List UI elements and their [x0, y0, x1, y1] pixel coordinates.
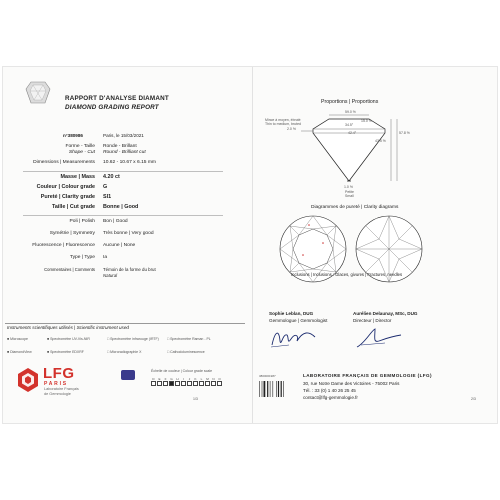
value-comments: Témoin de la forme du brut [103, 267, 156, 272]
colour-scale-cell: M [205, 377, 210, 386]
lfg-logo-name: LFG [43, 365, 75, 382]
value-colour: G [103, 184, 108, 190]
prop-girdle-note-en: Thin to medium, bruted [265, 122, 301, 126]
instrument-item: □ Spectromètre Raman - PL [167, 337, 211, 341]
colour-scale-cell: H [175, 377, 180, 386]
colour-scale-cell: E [157, 377, 162, 386]
label-mass: Masse | Mass [60, 174, 95, 180]
report-subtitle: DIAMOND GRADING REPORT [65, 104, 159, 111]
report-title: RAPPORT D'ANALYSE DIAMANT [65, 95, 169, 102]
value-type: Ia [103, 255, 108, 260]
prop-crown-height: 15.0 % [361, 119, 372, 123]
label-fluorescence: Fluorescence | Fluorescence [32, 243, 95, 248]
value-dimensions: 10.62 - 10.67 x 6.15 mm [103, 160, 157, 165]
colour-scale-cell: I [181, 377, 186, 386]
prop-pavilion-depth: 43.5 % [375, 139, 386, 143]
value-clarity: SI1 [103, 194, 112, 200]
instrument-item: ■ Spectromètre UV-Vis-NIR [47, 337, 90, 341]
page-number: 1/3 [193, 397, 198, 401]
label-type: Type | Type [69, 255, 95, 260]
clarity-title: Diagrammes de pureté | Clarity diagrams [311, 205, 399, 210]
value-symmetry: Très bonne | Very good [103, 231, 154, 236]
barcode-bar [259, 381, 260, 397]
prop-culet-note-fr: Petite [345, 190, 354, 194]
label-cut: Taille | Cut grade [51, 204, 95, 210]
barcode-bar [262, 381, 263, 397]
prop-total-depth: 57.8 % [399, 131, 410, 135]
barcode-bar [264, 381, 266, 397]
prop-culet: 1.0 % [344, 185, 353, 189]
label-polish: Poli | Polish [69, 219, 95, 224]
lfg-logo-city: PARIS [44, 381, 68, 387]
lfg-logo-sub2: de Gemmologie [44, 392, 71, 396]
label-shape-fr: Forme - Taille [65, 144, 95, 149]
colour-scale-cell: G [169, 377, 174, 386]
instrument-item: □ Cathodoluminescence [167, 350, 205, 354]
lab-phone: Tél. : 33 (0) 1 40 26 25 45 [303, 388, 356, 393]
value-cut: Bonne | Good [103, 204, 139, 210]
diamond-photo [25, 81, 51, 105]
barcode-bar [281, 381, 282, 397]
signatory-2-name: Aurélien Delaunay, MSc, DUG [353, 311, 418, 316]
prop-culet-note-en: Small [345, 194, 354, 198]
barcode [259, 379, 297, 401]
label-dimensions: Dimensions | Measurements [33, 160, 95, 165]
proportions-title: Proportions | Proportions [321, 99, 379, 105]
report-number: n°380986 [63, 133, 83, 138]
page-fold [252, 67, 253, 423]
signatory-1-name: Sophie Leblan, DUG [269, 311, 314, 316]
label-symmetry: Symétrie | Symmetry [49, 231, 95, 236]
lfg-logo-sub1: Laboratoire Français [44, 387, 79, 391]
signature-2 [355, 325, 405, 351]
colour-scale-cell: L [199, 377, 204, 386]
colour-scale-cell: K [193, 377, 198, 386]
barcode-bar [276, 381, 277, 397]
grading-report-sheet [2, 66, 498, 424]
colour-scale-cell: N [211, 377, 216, 386]
colour-scale-cell: F [163, 377, 168, 386]
value-mass: 4.20 ct [103, 174, 120, 180]
divider [23, 171, 223, 172]
label-colour: Couleur | Colour grade [36, 184, 95, 190]
barcode-bar [283, 381, 284, 397]
lab-name: LABORATOIRE FRANÇAIS DE GEMMOLOGIE (LFG) [303, 373, 432, 378]
page-number-right: 2/3 [471, 397, 476, 401]
instrument-item: ■ Microscope [7, 337, 28, 341]
prop-crown-angle: 34.5° [345, 123, 354, 127]
barcode-number: 3800001987 [259, 374, 276, 378]
lab-address: 30, rue Notre Dame des Victoires - 75002 Paris [303, 381, 400, 386]
prop-pavilion-angle: 42.4° [348, 131, 357, 135]
colour-scale [151, 377, 222, 386]
lfg-logo-icon [17, 367, 39, 393]
instrument-item: ■ DiamondView [7, 350, 32, 354]
label-clarity: Pureté | Clarity grade [40, 194, 95, 200]
value-shape-en: Round - Brilliant cut [103, 150, 146, 155]
signature-1 [269, 325, 319, 351]
prop-table: 59.0 % [345, 110, 356, 114]
instrument-item: □ Spectromètre infrarouge (IRTF) [107, 337, 159, 341]
prop-girdle: 2.0 % [287, 127, 296, 131]
value-fluorescence: Aucune | None [103, 243, 136, 248]
signatory-1-role: Gemmologue | Gemmologist [269, 318, 328, 323]
colour-scale-label: Échelle de couleur | Colour grade scale [151, 369, 213, 373]
value-shape-fr: Ronde - Brillant [103, 144, 137, 149]
value-polish: Bon | Good [103, 219, 128, 224]
instrument-item: ■ Spectromètre EDXRF [47, 350, 84, 354]
barcode-bar [273, 381, 274, 397]
value-comments-en: Natural [103, 273, 118, 278]
prop-girdle-note-fr: Mince à moyen, ébruté [265, 118, 301, 122]
report-date: Paris, le 15/03/2021 [103, 133, 144, 138]
accreditation-logo [121, 370, 135, 380]
label-shape-en: Shape - Cut [68, 150, 95, 155]
colour-scale-cell: O [217, 377, 222, 386]
divider [5, 323, 245, 324]
label-comments: Commentaires | Comments [44, 267, 95, 272]
inclusions-text: Inclusions | Inclusions : Glaces, givures | Fractures, needles [291, 272, 403, 277]
barcode-bar [270, 381, 271, 397]
lab-email: contact@lfg-gemmologie.fr [303, 395, 358, 400]
signatory-2-role: Directeur | Director [353, 318, 392, 323]
divider [23, 215, 223, 216]
colour-scale-cell: D [151, 377, 156, 386]
instrument-item: □ Microradiographie X [107, 350, 142, 354]
colour-scale-cell: J [187, 377, 192, 386]
instruments-title: Instruments scientifiques utilisés | Scientific instrument used [7, 325, 129, 330]
barcode-bar [267, 381, 268, 397]
barcode-bar [278, 381, 279, 397]
